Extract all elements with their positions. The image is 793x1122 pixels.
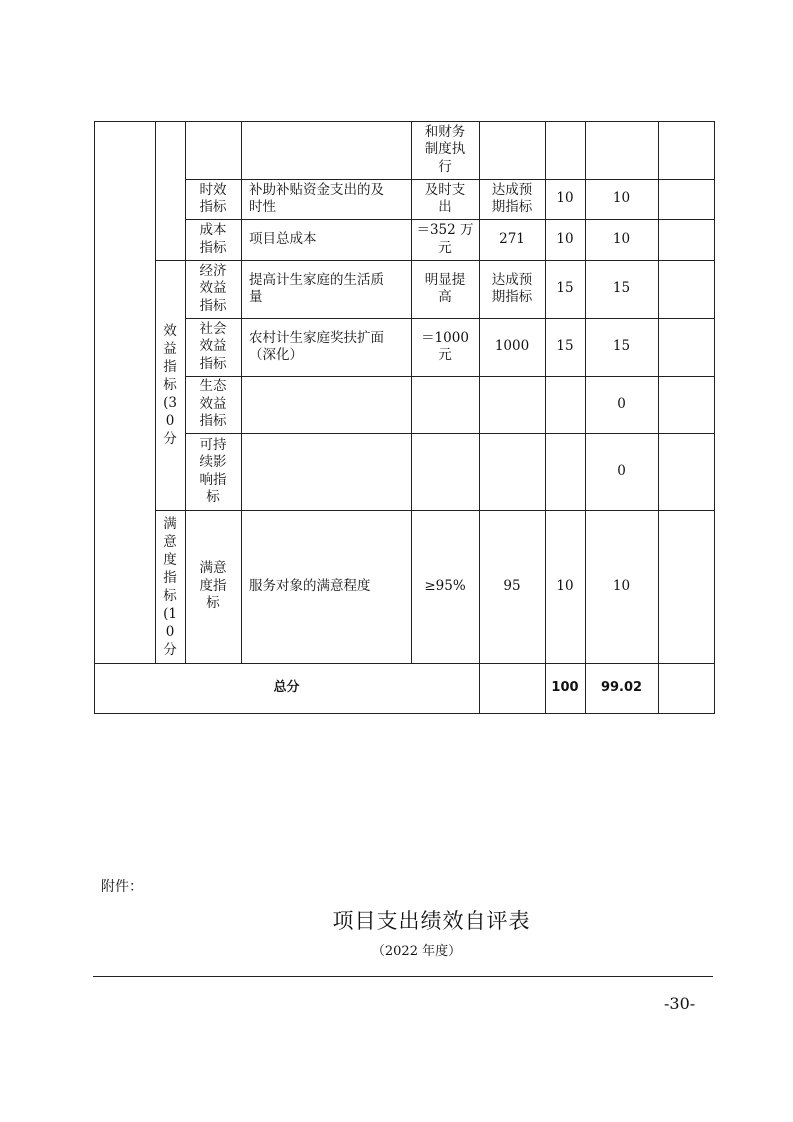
table-border-bottom (94, 713, 715, 714)
page-subtitle: （2022 年度） (371, 944, 462, 959)
total-score: 99.02 (600, 680, 643, 696)
table-cell-score: 0 (617, 395, 626, 412)
table-cell-score: 15 (612, 280, 631, 297)
table-cell-weight: 10 (556, 230, 574, 247)
table-border-top (94, 121, 715, 122)
table-cell-metric: 满意 度指 标 (199, 560, 227, 612)
table-cell-actual: 达成预 期指标 (491, 271, 533, 305)
table-cell-detail: 补助补贴资金支出的及 时性 (249, 181, 384, 215)
table-cell-detail: 服务对象的满意程度 (249, 577, 371, 594)
table-cell-metric: 经济 效益 指标 (199, 262, 227, 314)
total-weight: 100 (551, 680, 579, 696)
table-cell-actual: 1000 (494, 338, 530, 355)
table-cell-target: 和财务 制度执 行 (424, 123, 466, 175)
group-label-benefit: 效 益 指 标 (3 0 分 (163, 323, 177, 447)
table-cell-detail: 农村计生家庭奖扶扩面 （深化） (249, 329, 384, 363)
attachment-label: 附件： (101, 879, 143, 895)
table-cell-target: ＝1000 元 (421, 329, 469, 363)
table-cell-weight: 10 (556, 577, 574, 594)
table-cell-target: ≥95% (424, 577, 466, 594)
table-cell-score: 10 (612, 190, 631, 207)
table-cell-weight: 15 (556, 280, 574, 297)
table-cell-metric: 可持 续影 响指 标 (199, 436, 227, 505)
table-cell-target: 及时支 出 (424, 181, 466, 215)
table-cell-score: 10 (612, 577, 631, 594)
col-divider (658, 121, 659, 714)
table-cell-actual: 达成预 期指标 (491, 181, 533, 215)
table-cell-actual: 271 (499, 230, 525, 247)
page-number: -30- (664, 994, 696, 1013)
table-cell-score: 0 (617, 462, 626, 479)
table-cell-metric: 社会 效益 指标 (199, 320, 227, 372)
table-cell-detail: 提高计生家庭的生活质 量 (249, 271, 384, 305)
table-cell-target: 明显提 高 (424, 271, 466, 305)
page-title: 项目支出绩效自评表 (332, 909, 531, 933)
footer-rule (93, 976, 713, 977)
table-cell-weight: 10 (556, 190, 574, 207)
table-cell-metric: 时效 指标 (199, 181, 227, 215)
table-cell-metric: 生态 效益 指标 (199, 378, 227, 430)
table-border-left (94, 121, 95, 714)
table-cell-weight: 15 (556, 338, 574, 355)
table-cell-score: 15 (612, 338, 631, 355)
table-cell-score: 10 (612, 230, 631, 247)
group-label-satisfaction: 满 意 度 指 标 (1 0 分 (163, 515, 177, 658)
table-cell-target: ＝352 万 元 (416, 222, 474, 256)
table-cell-detail: 项目总成本 (249, 230, 317, 247)
table-border-right (714, 121, 715, 714)
table-cell-metric: 成本 指标 (199, 222, 227, 256)
total-label: 总分 (273, 680, 300, 696)
table-cell-actual: 95 (503, 577, 521, 594)
